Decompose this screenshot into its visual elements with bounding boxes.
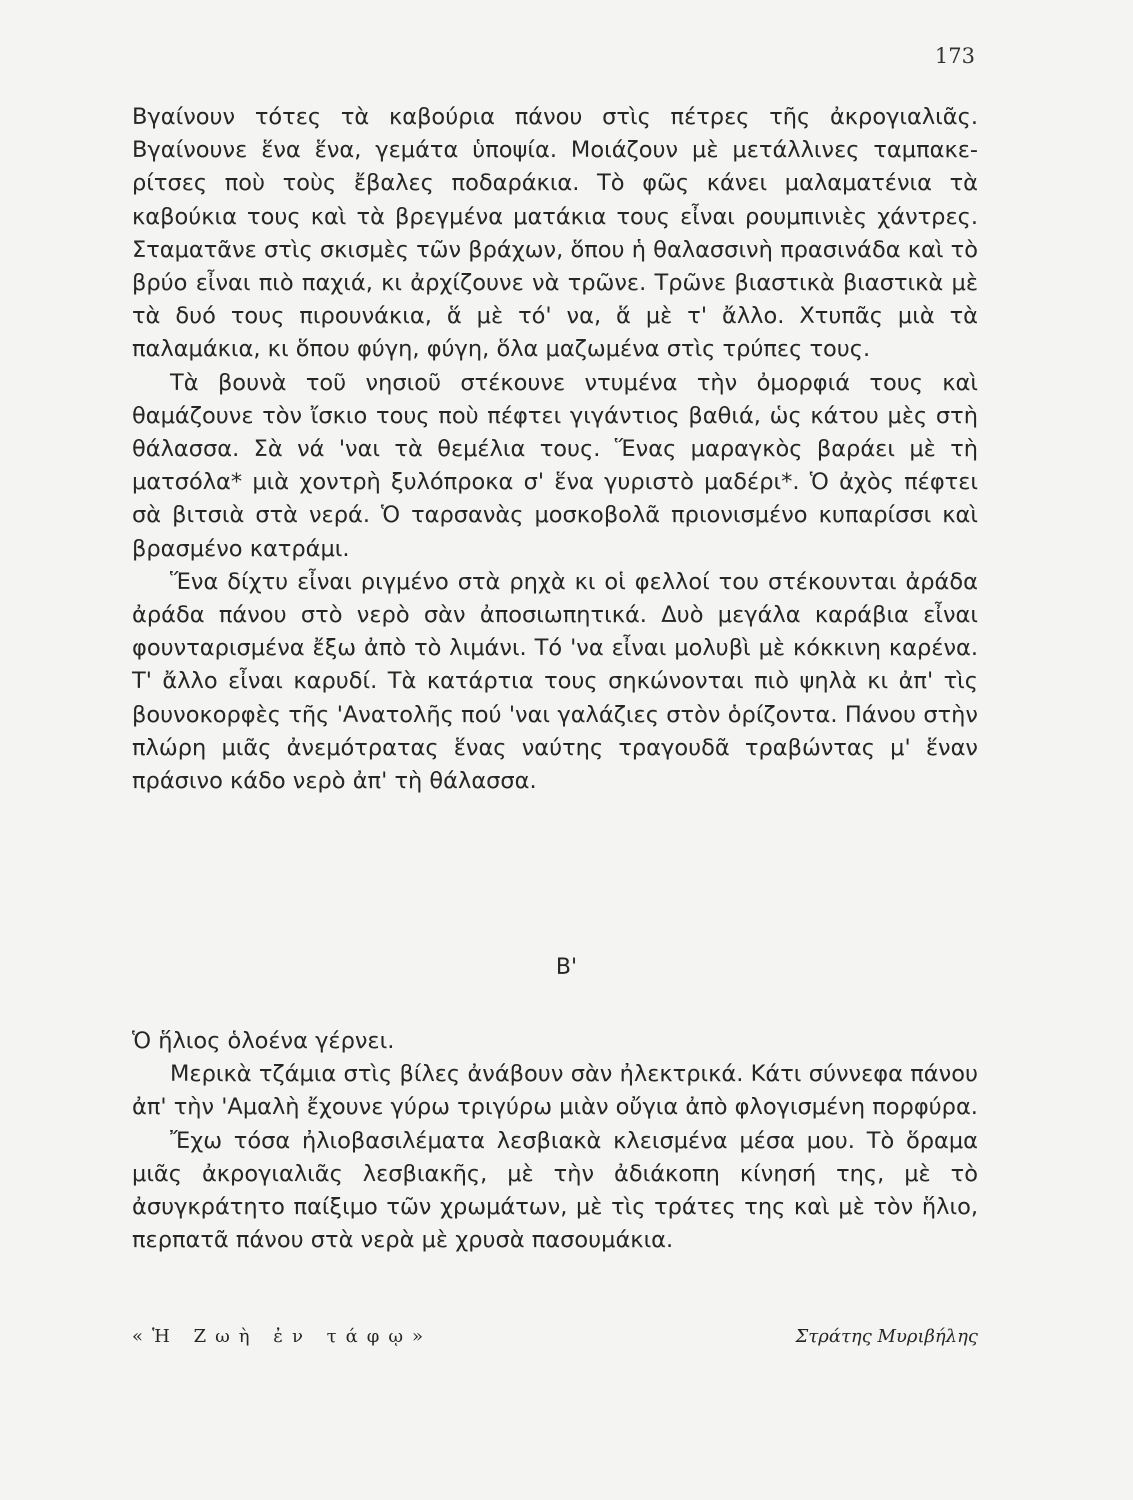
- section-heading: Β': [555, 955, 578, 980]
- citation-footer: [132, 1326, 978, 1360]
- paragraph-sunsets: Ἔχω τόσα ἠλιοβασιλέματα λεσβιακὰ κλεισμένα μέσα μου. Τὸ ὅραμα μιᾶς ἀκρογιαλιᾶς λεσβιακῆς, μὲ τὴν ἀδιάκοπη κίνησή της, μὲ τὸ ἀσυγκράτητο παίξιμο τῶν χρωμάτων, μὲ τὶς τράτες της καὶ μὲ τὸν ἥλιο, περπατᾶ πάνου στὰ νερὰ μὲ χρυσὰ πασουμάκια.: [132, 1127, 978, 1254]
- author-name: Στράτης Μυριβήλης: [795, 1326, 978, 1347]
- paragraph-windows: Μερικὰ τζάμια στὶς βίλες ἀνάβουν σὰν ἠλεκτρικά. Κάτι σύννεφα πάνου ἀπ' τὴν 'Αμαλὴ ἔχουνε γύρω τριγύρω μιὰν οὔγια ἀπὸ φλογισμένη πορφύρα.: [132, 1061, 978, 1121]
- section-b-text: [132, 1025, 978, 1257]
- paragraph-crabs: Βγαίνουν τότες τὰ καβούρια πάνου στὶς πέτρες τῆς ἀκρογιαλιᾶς. Βγαίνουνε ἕνα ἕνα, γεμάτα ὑποψία. Μοιάζουν μὲ μετάλλινες ταμπακερίτσες ποὺ τοὺς ἔβαλες ποδαράκια. Τὸ φῶς κάνει μαλαματένια τὰ καβούκια τους καὶ τὰ βρεγμένα ματάκια τους εἶναι ρουμπινιὲς χάντρες. Σταματᾶνε στὶς σκισμὲς τῶν βράχων, ὅπου ἡ θαλασσινὴ πρασινάδα καὶ τὸ βρύο εἶναι πιὸ παχιά, κι ἀρχίζουνε νὰ τρῶνε. Τρῶνε βιαστικὰ βιαστικὰ μὲ τὰ δυό τους πιρουνάκια, ἅ μὲ τό' να, ἅ μὲ τ' ἄλλο. Χτυπᾶς μιὰ τὰ παλαμάκια, κι ὅπου φύγη, φύγη, ὅλα μαζωμένα στὶς τρύπες τους.: [132, 104, 978, 363]
- source-title: «Ἡ Ζωὴ ἐν τάφῳ»: [132, 1326, 433, 1347]
- main-text: [132, 101, 978, 798]
- paragraph-mountains: Τὰ βουνὰ τοῦ νησιοῦ στέκουνε ντυμένα τὴν ὀμορφιά τους καὶ θαμάζουνε τὸν ἴσκιο τους ποὺ πέφτει γιγάντιος βαθιά, ὡς κάτου μὲς στὴ θάλασσα. Σὰ νά 'ναι τὰ θεμέλια τους. Ἕνας μαραγκὸς βαράει μὲ τὴ ματσόλα* μιὰ χοντρὴ ξυλόπροκα σ' ἕνα γυριστὸ μαδέρι*. Ὁ ἀχὸς πέφτει σὰ βιτσιὰ στὰ νερά. Ὁ ταρσανὰς μοσκοβολᾶ πριονισμένο κυπαρίσσι καὶ βρασμένο κατράμι.: [132, 369, 978, 562]
- page-number: 173: [934, 44, 975, 68]
- paragraph-fishing-net: Ἕνα δίχτυ εἶναι ριγμένο στὰ ρηχὰ κι οἱ φελλοί του στέκουνται ἀράδα ἀράδα πάνου στὸ νερὸ σὰν ἀποσιωπητικά. Δυὸ μεγάλα καράβια εἶναι φουνταρισμένα ἔξω ἀπὸ τὸ λιμάνι. Τό 'να εἶναι μολυβὶ μὲ κόκκινη καρένα. Τ' ἄλλο εἶναι καρυδί. Τὰ κατάρτια τους σηκώνονται πιὸ ψηλὰ κι ἀπ' τὶς βουνοκορφὲς τῆς 'Ανατολῆς πού 'ναι γαλάζιες στὸν ὁρίζοντα. Πάνου στὴν πλώρη μιᾶς ἀνεμότρατας ἕνας ναύτης τραγουδᾶ τραβώντας μ' ἕναν πράσινο κάδο νερὸ ἀπ' τὴ θάλασσα.: [132, 568, 978, 795]
- paragraph-sun-sets: Ὁ ἥλιος ὁλοένα γέρνει.: [132, 1028, 395, 1054]
